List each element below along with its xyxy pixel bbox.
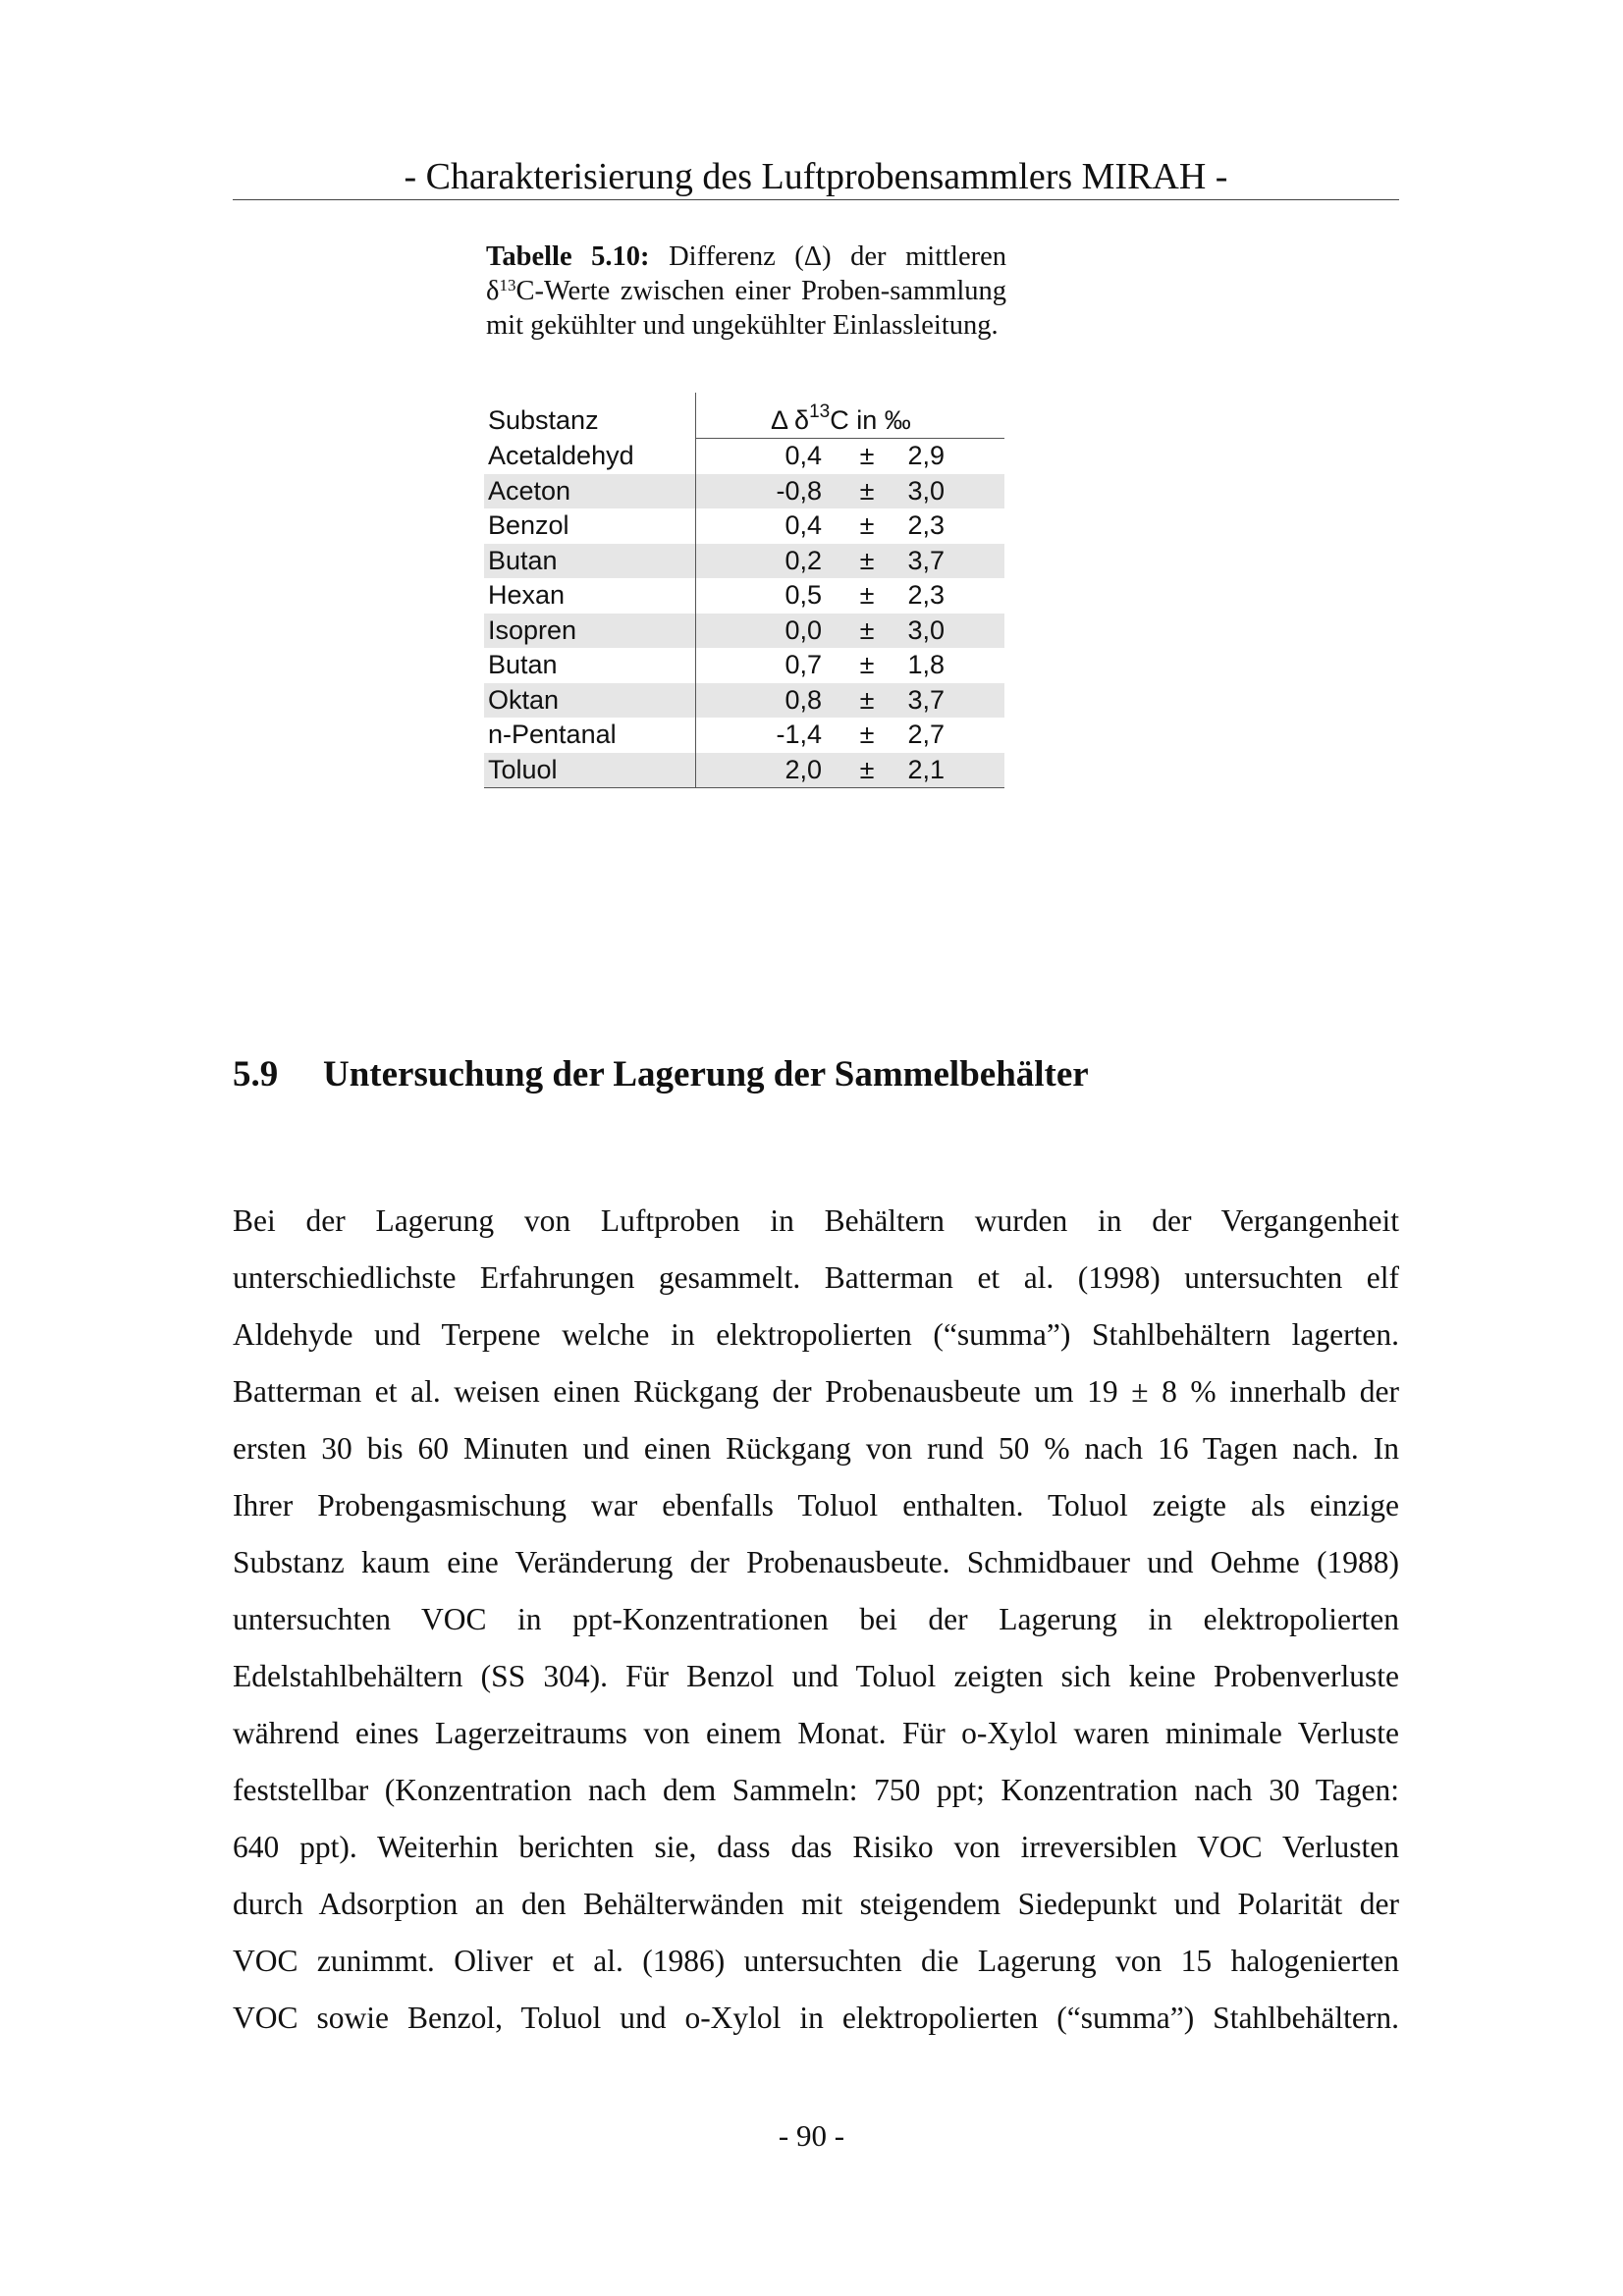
column-divider (695, 393, 696, 787)
cell-mean: 0,2 (784, 545, 822, 575)
cell-plus-minus: ± (859, 720, 875, 749)
caption-sup: 13 (499, 276, 516, 294)
body-line: feststellbar (Konzentration nach dem Sammeln: 750 ppt; Konzentration nach 30 Tagen: (233, 1773, 1399, 1807)
body-line: Aldehyde und Terpene welche in elektropolierten (“summa”) Stahlbehältern lagerten. (233, 1317, 1399, 1352)
cell-sd: 3,0 (907, 614, 945, 645)
cell-substance: Isopren (488, 614, 577, 645)
cell-substance: Benzol (488, 510, 569, 540)
cell-substance: Toluol (488, 754, 558, 784)
cell-mean: 0,4 (784, 441, 822, 470)
table-row (484, 683, 1004, 719)
table-row (484, 474, 1004, 509)
cell-mean: -1,4 (776, 720, 822, 749)
cell-substance: Oktan (488, 684, 560, 715)
table-row (484, 578, 1004, 614)
cell-mean: -0,8 (776, 475, 822, 506)
caption-text-post: C-Werte zwischen einer Proben-sammlung mit gekühlter und ungekühlter Einlassleitung. (486, 276, 1006, 341)
table-row (484, 648, 1004, 683)
table-row (484, 718, 1004, 753)
table-body (484, 439, 1004, 787)
caption-label: Tabelle 5.10: (486, 241, 650, 272)
body-line: durch Adsorption an den Behälterwänden mit steigendem Siedepunkt und Polarität der (233, 1887, 1399, 1921)
table-row (484, 544, 1004, 579)
running-header: - Charakterisierung des Luftprobensammlers MIRAH - (404, 156, 1228, 197)
cell-mean: 0,8 (784, 684, 822, 715)
body-line: Substanz kaum eine Veränderung der Probenausbeute. Schmidbauer und Oehme (1988) (233, 1545, 1399, 1579)
table-row (484, 508, 1004, 544)
body-line: VOC sowie Benzol, Toluol und o-Xylol in elektropolierten (“summa”) Stahlbehältern. (233, 2001, 1399, 2035)
page-number: - 90 - (778, 2118, 845, 2153)
table-header-row (484, 393, 1004, 438)
cell-substance: n-Pentanal (488, 720, 617, 749)
caption-text-pre: Differenz (Δ) der mittleren δ (486, 241, 1006, 306)
cell-sd: 1,8 (907, 650, 945, 679)
cell-plus-minus: ± (859, 441, 875, 470)
body-line: Ihrer Probengasmischung war ebenfalls Toluol enthalten. Toluol zeigte als einzige (233, 1488, 1399, 1522)
cell-substance: Hexan (488, 580, 566, 610)
col-header-value: Δ $\delta^{13}C$ in ‰ (771, 401, 911, 435)
body-paragraph (233, 1193, 1399, 2047)
cell-plus-minus: ± (859, 614, 875, 645)
cell-mean: 0,7 (784, 650, 822, 679)
table-caption (486, 240, 1006, 343)
cell-substance: Butan (488, 650, 558, 679)
cell-mean: 2,0 (784, 754, 822, 784)
cell-substance: Butan (488, 545, 558, 575)
body-line: 640 ppt). Weiterhin berichten sie, dass das Risiko von irreversiblen VOC Verlusten (233, 1830, 1399, 1864)
cell-sd: 2,3 (907, 580, 945, 610)
body-line: während eines Lagerzeitraums von einem Monat. Für o-Xylol waren minimale Verluste (233, 1716, 1399, 1750)
section-title: Untersuchung der Lagerung der Sammelbehälter (323, 1054, 1089, 1095)
cell-substance: Aceton (488, 475, 571, 506)
cell-plus-minus: ± (859, 650, 875, 679)
cell-sd: 2,7 (907, 720, 945, 749)
body-line: VOC zunimmt. Oliver et al. (1986) untersuchten die Lagerung von 15 halogenierten (233, 1944, 1399, 1978)
cell-mean: 0,0 (784, 614, 822, 645)
cell-plus-minus: ± (859, 510, 875, 540)
table-row (484, 753, 1004, 788)
header-rule (233, 199, 1399, 200)
table-row (484, 614, 1004, 649)
section-heading (233, 1052, 1089, 1097)
cell-sd: 3,0 (907, 475, 945, 506)
table-bottom-rule (484, 787, 1004, 788)
cell-sd: 2,1 (907, 754, 945, 784)
cell-plus-minus: ± (859, 684, 875, 715)
body-line: Bei der Lagerung von Luftproben in Behältern wurden in der Vergangenheit (233, 1203, 1399, 1238)
cell-sd: 3,7 (907, 684, 945, 715)
cell-plus-minus: ± (859, 580, 875, 610)
cell-mean: 0,5 (784, 580, 822, 610)
cell-sd: 2,9 (907, 441, 945, 470)
body-line: untersuchten VOC in ppt-Konzentrationen bei der Lagerung in elektropolierten (233, 1602, 1399, 1636)
col-header-substance: Substanz (488, 405, 599, 435)
body-line: Edelstahlbehältern (SS 304). Für Benzol und Toluol zeigten sich keine Probenverluste (233, 1659, 1399, 1693)
section-number: 5.9 (233, 1054, 279, 1095)
cell-plus-minus: ± (859, 545, 875, 575)
cell-mean: 0,4 (784, 510, 822, 540)
body-line: ersten 30 bis 60 Minuten und einen Rückgang von rund 50 % nach 16 Tagen nach. In (233, 1431, 1399, 1466)
cell-plus-minus: ± (859, 475, 875, 506)
table-row (484, 439, 1004, 474)
data-table (484, 393, 1004, 784)
cell-sd: 3,7 (907, 545, 945, 575)
body-line: Batterman et al. weisen einen Rückgang der Probenausbeute um 19 ± 8 % innerhalb der (233, 1374, 1399, 1409)
body-line: unterschiedlichste Erfahrungen gesammelt. Batterman et al. (1998) untersuchten elf (233, 1260, 1399, 1295)
cell-substance: Acetaldehyd (488, 441, 634, 470)
cell-plus-minus: ± (859, 754, 875, 784)
cell-sd: 2,3 (907, 510, 945, 540)
